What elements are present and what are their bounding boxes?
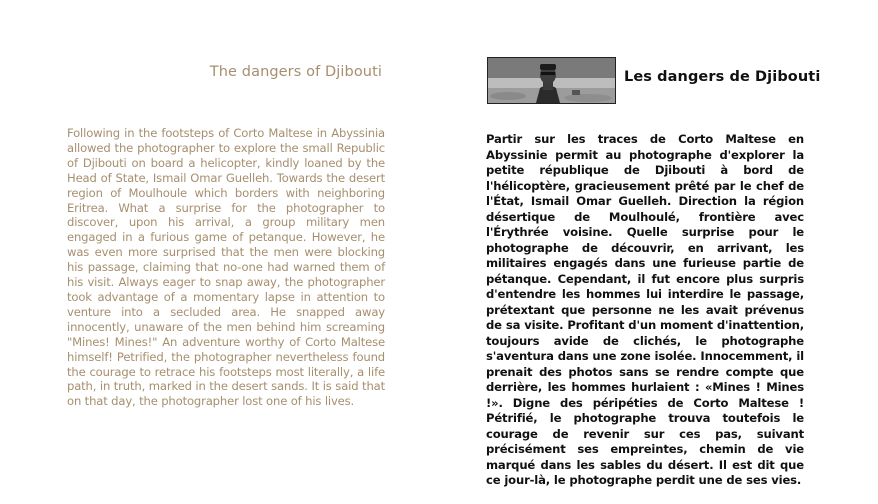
- soldier-photo-graphic: [488, 58, 615, 103]
- english-body-text: Following in the footsteps of Corto Maltese in Abyssinia allowed the photographer to explore the small Republic of Djibouti on board a helicopter, kindly loaned by the Head of State, Ismail Omar Guelleh. Towards the desert region of Moulhoule which borders with neighboring Eritrea. What a surprise for the photographer to discover, upon his arrival, a group military men engaged in a furious game of petanque. However, he was even more surprised that the men were blocking his passage, claiming that no-one had warned them of his visit. Always eager to snap away, the photographer took advantage of a momentary lapse in attention to venture into a secluded area. He snapped away innocently, unaware of the men behind him screaming "Mines! Mines!" An adventure worthy of Corto Maltese himself! Petrified, the photographer nevertheless found the courage to retrace his footsteps most literally, a life path, in truth, marked in the desert sands. It is said that on that day, the photographer lost one of his lives.: [67, 126, 385, 409]
- soldier-photo: [487, 57, 616, 104]
- french-body-text: Partir sur les traces de Corto Maltese en Abyssinie permit au photographe d'explorer la petite république de Djibouti à bord de l'hélicoptère, gracieusement prêté par le chef de l'État, Ismail Omar Guelleh. Direction la région désertique de Moulhoulé, frontière avec l'Érythrée voisine. Quelle surprise pour le photographe de découvrir, en arrivant, les militaires engagés dans une furieuse partie de pétanque. Cependant, il fut encore plus surpris d'entendre les hommes lui interdire le passage, prétextant que personne ne les avait prévenus de sa visite. Profitant d'un moment d'inattention, toujours avide de clichés, le photographe s'aventura dans une zone isolée. Innocemment, il prenait des photos sans se rendre compte que derrière, les hommes hurlaient : «Mines ! Mines !». Digne des péripéties de Corto Maltese ! Pétrifié, le photographe trouva toutefois le courage de revenir sur ces pas, suivant précisément ses empreintes, chemin de vie marqué dans les sables du désert. Il est dit que ce jour-là, le photographe perdit une de ses vies.: [486, 132, 804, 487]
- french-title: Les dangers de Djibouti: [624, 69, 821, 85]
- english-title: The dangers of Djibouti: [209, 64, 382, 80]
